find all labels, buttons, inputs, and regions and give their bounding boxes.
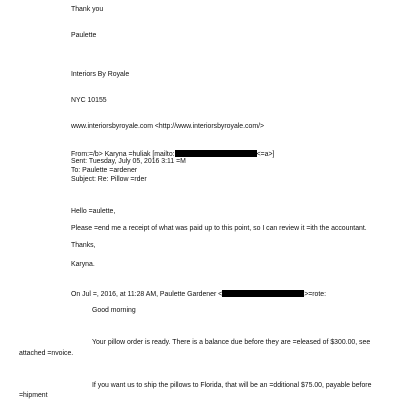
reply-body: Please =end me a receipt of what was paid up to this point, so I can review it =ith the accountant. bbox=[71, 225, 367, 232]
quoted-greeting: Good morning bbox=[92, 307, 136, 314]
quoted-intro-suffix: >=rote: bbox=[304, 291, 327, 298]
signature-city: NYC 10155 bbox=[71, 97, 107, 104]
redaction-box bbox=[175, 150, 257, 157]
header-to: To: Paulette =ardener bbox=[71, 167, 138, 174]
signature-website: www.interiorsbyroyale.com <http://www.interiorsbyroyale.com/> bbox=[71, 123, 265, 130]
signature-thanks: Thank you bbox=[71, 6, 104, 13]
quoted-para2-line2: =hipment bbox=[19, 392, 48, 399]
quoted-para1-line1: Your pillow order is ready. There is a balance due before they are =eleased of $300.00, see bbox=[92, 339, 371, 346]
reply-thanks: Thanks, bbox=[71, 242, 96, 249]
reply-greeting: Hello =aulette, bbox=[71, 208, 116, 215]
from-prefix: From:=/b> Karyna =huliak [mailto: bbox=[71, 151, 175, 158]
header-subject: Subject: Re: Pillow =rder bbox=[71, 176, 147, 183]
quoted-intro bbox=[71, 290, 326, 299]
redaction-box bbox=[222, 290, 304, 297]
signature-company: Interiors By Royale bbox=[71, 71, 130, 78]
from-suffix: <=a>] bbox=[256, 151, 275, 158]
signature-name: Paulette bbox=[71, 32, 97, 39]
header-sent: Sent: Tuesday, July 05, 2016 3:11 =M bbox=[71, 158, 186, 165]
quoted-para1-line2: attached =nvoice. bbox=[19, 350, 74, 357]
quoted-para2-line1: If you want us to ship the pillows to Florida, that will be an =dditional $75.00, payable before bbox=[92, 382, 372, 389]
quoted-intro-prefix: On Jul =, 2016, at 11:28 AM, Paulette Gardener < bbox=[71, 291, 223, 298]
reply-name: Karyna. bbox=[71, 261, 95, 268]
